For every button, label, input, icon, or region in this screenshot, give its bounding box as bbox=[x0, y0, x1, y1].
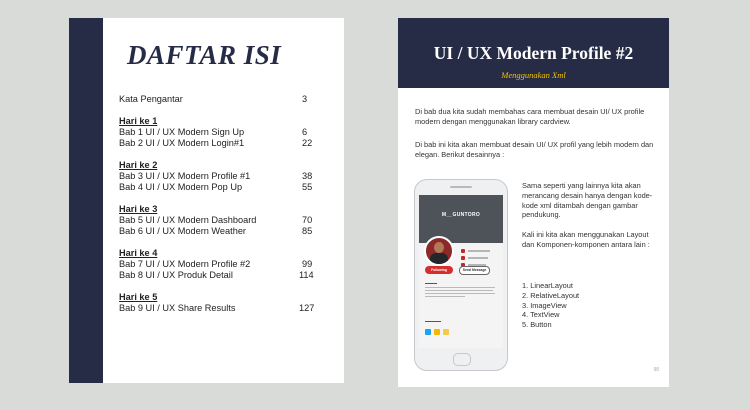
toc-entry-label: Bab 2 UI / UX Modern Login#1 bbox=[119, 138, 245, 148]
toc-day-heading: Hari ke 3 bbox=[119, 204, 158, 214]
toc-day-heading: Hari ke 2 bbox=[119, 160, 158, 170]
twitter-icon bbox=[425, 329, 431, 335]
component-item: 4. TextView bbox=[522, 310, 560, 320]
component-list bbox=[522, 281, 579, 330]
toc-entry-label: Bab 7 UI / UX Modern Profile #2 bbox=[119, 259, 251, 269]
profile-name: M__GUNTORO bbox=[441, 212, 481, 218]
snapchat-icon bbox=[443, 329, 449, 335]
chapter-page bbox=[398, 18, 669, 387]
toc-side-bar bbox=[69, 18, 103, 383]
toc-day-heading: Hari ke 1 bbox=[119, 116, 158, 126]
toc-entry-label: Bab 1 UI / UX Modern Sign Up bbox=[119, 127, 245, 137]
chapter-subtitle: Menggunakan Xml bbox=[501, 70, 566, 80]
toc-entry-label: Bab 3 UI / UX Modern Profile #1 bbox=[119, 171, 251, 181]
phone-icon bbox=[461, 256, 465, 260]
toc-title: DAFTAR ISI bbox=[127, 40, 282, 70]
toc-entry-page: 6 bbox=[302, 127, 308, 137]
toc-entry-page: 99 bbox=[302, 259, 313, 269]
toc-day-heading: Hari ke 5 bbox=[119, 292, 158, 302]
phone-screen bbox=[419, 195, 503, 348]
side-paragraph-1: Sama seperti yang lainnya kita akan merancang desain hanya dengan kode-kode xml ditambah dengan gambar pendukung. bbox=[522, 181, 653, 220]
info-line bbox=[468, 257, 488, 259]
avatar bbox=[424, 236, 454, 266]
toc-entry-page: 3 bbox=[302, 94, 308, 104]
bio-line bbox=[425, 293, 495, 294]
profile-cover bbox=[419, 195, 503, 243]
home-button bbox=[453, 353, 471, 366]
toc-entry-page: 114 bbox=[299, 270, 314, 280]
toc-entry-label: Bab 9 UI / UX Share Results bbox=[119, 303, 236, 313]
clients-heading bbox=[425, 321, 441, 322]
component-item: 1. LinearLayout bbox=[522, 281, 573, 290]
toc-entry-page: 85 bbox=[302, 226, 313, 236]
phone-mockup bbox=[414, 179, 508, 371]
bio-line bbox=[425, 290, 493, 291]
badge-icon bbox=[434, 329, 440, 335]
toc-entry-page: 70 bbox=[302, 215, 313, 225]
page-number: 98 bbox=[653, 367, 659, 373]
toc-entry-label: Bab 8 UI / UX Produk Detail bbox=[119, 270, 233, 280]
phone-speaker bbox=[450, 186, 472, 188]
design-paragraph: Di bab ini kita akan membuat desain UI/ UX profil yang lebih modern dan elegan. Berikut desainnya : bbox=[415, 140, 654, 159]
chapter-header bbox=[398, 18, 669, 88]
component-item: 3. ImageView bbox=[522, 300, 567, 310]
component-item: 5. Button bbox=[522, 320, 552, 330]
location-icon bbox=[461, 249, 465, 253]
toc-entry-label: Bab 5 UI / UX Modern Dashboard bbox=[119, 215, 257, 225]
toc-entry-page: 22 bbox=[302, 138, 313, 148]
toc-entry-page: 127 bbox=[299, 303, 315, 313]
toc-entry-label: Bab 4 UI / UX Modern Pop Up bbox=[119, 182, 243, 192]
toc-entry-page: 38 bbox=[302, 171, 313, 181]
toc-entry-page: 55 bbox=[302, 182, 313, 192]
side-paragraph-2: Kali ini kita akan menggunakan Layout dan Komponen-komponen antara lain : bbox=[522, 230, 650, 249]
toc-entry-label: Kata Pengantar bbox=[119, 94, 183, 104]
info-line bbox=[468, 250, 490, 252]
toc-day-heading: Hari ke 4 bbox=[119, 248, 158, 258]
toc-page bbox=[69, 18, 344, 383]
chapter-title: UI / UX Modern Profile #2 bbox=[433, 43, 634, 63]
bio-line bbox=[425, 296, 465, 297]
bio-heading bbox=[425, 283, 437, 284]
component-item: 2. RelativeLayout bbox=[522, 290, 580, 300]
send-message-button[interactable]: Send Message bbox=[459, 266, 490, 275]
bio-line bbox=[425, 287, 495, 288]
toc-entry-label: Bab 6 UI / UX Modern Weather bbox=[119, 226, 246, 236]
intro-paragraph: Di bab dua kita sudah membahas cara membuat desain UI/ UX profile modern dengan menggunakan library cardview. bbox=[415, 107, 645, 126]
following-button[interactable]: Following bbox=[425, 266, 453, 274]
